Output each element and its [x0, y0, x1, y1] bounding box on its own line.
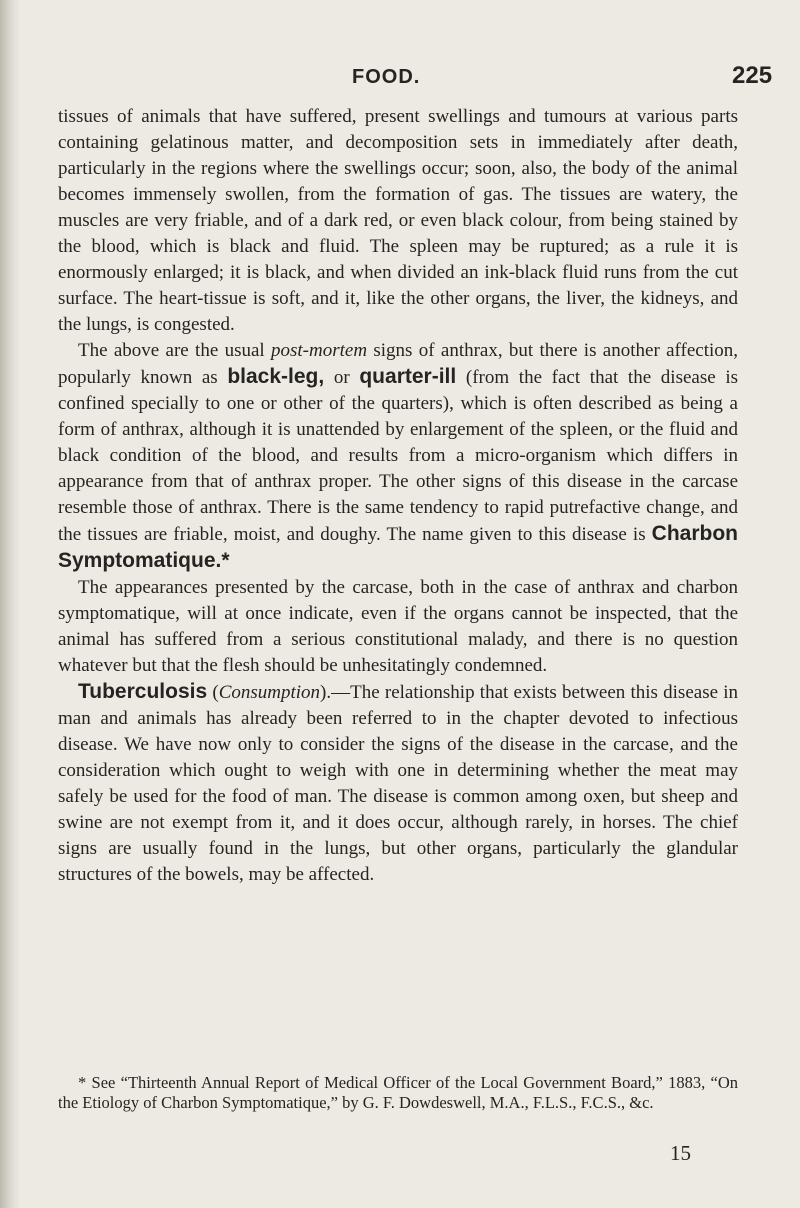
- paragraph-text: or: [324, 367, 360, 388]
- term-charbon-symptomatique: Charbon Symptomatique.: [58, 522, 738, 572]
- paragraph-black-leg: [58, 338, 738, 575]
- paragraph-tuberculosis: [58, 679, 738, 888]
- running-head: FOOD.: [352, 66, 421, 88]
- term-quarter-ill: quarter-ill: [359, 365, 457, 388]
- paragraph-text: (: [207, 682, 219, 703]
- term-tuberculosis: Tuberculosis: [78, 680, 208, 703]
- body-text: [58, 104, 738, 888]
- paragraph-anthrax-signs: [58, 104, 738, 338]
- italic-term: Consumption: [218, 682, 321, 703]
- footnote: [58, 1073, 738, 1113]
- paragraph-carcase-appearances: [58, 575, 738, 679]
- paragraph-text: ).—The relationship that exists between this disease in man and animals has already been referred to in the chapter devoted to infectious disease. We have now only to consider the signs of the disease in the carcase, and the consideration which ought to weigh with one in determining whether the meat may safely be used for the food of man. The disease is common among oxen, but sheep and swine are not exempt from it, and it does occur, although rarely, in horses. The chief signs are usually found in the lungs, but other organs, particularly the glandular structures of the bowels, may be affected.: [58, 682, 739, 885]
- page-binding-edge: [0, 0, 20, 1208]
- paragraph-text: (from the fact that the disease is confined specially to one or other of the quarters), which is often described as being a form of anthrax, although it is unattended by enlargement of the spleen, or the fluid and black condition of the blood, and results from a micro-organism which differs in appearance from that of anthrax proper. The other signs of this disease in the carcase resemble those of anthrax. There is the same tendency to rapid putrefactive change, and the tissues are friable, moist, and doughy. The name given to this disease is: [58, 367, 738, 545]
- italic-term: post-mortem: [271, 340, 368, 361]
- paragraph-text: signs of anthrax, but there is another affection, popularly known as: [58, 340, 739, 388]
- page-header: [0, 58, 800, 98]
- footnote-marker: *: [221, 549, 230, 572]
- term-black-leg: black-leg,: [227, 365, 325, 388]
- footnote-text: * See “Thirteenth Annual Report of Medical Officer of the Local Government Board,” 1883, “On the Etiology of Charbon Symptomatique,” by G. F. Dowdeswell, M.A., F.L.S., F.C.S., &c.: [58, 1073, 738, 1112]
- paragraph-text: The above are the usual: [78, 340, 271, 361]
- paragraph-text: tissues of animals that have suffered, present swellings and tumours at various parts containing gelatinous matter, and decomposition sets in immediately after death, particularly in the regions where the swellings occur; soon, also, the body of the animal becomes immensely swollen, from the formation of gas. The tissues are watery, the muscles are very friable, and of a dark red, or even black colour, from being stained by the blood, which is black and fluid. The spleen may be ruptured; as a rule it is enormously enlarged; it is black, and when divided an ink-black fluid runs from the cut surface. The heart-tissue is soft, and it, like the other organs, the liver, the kidneys, and the lungs, is congested.: [58, 106, 738, 335]
- signature-mark: 15: [670, 1141, 691, 1165]
- page-number: 225: [732, 62, 773, 89]
- paragraph-text: The appearances presented by the carcase, both in the case of anthrax and charbon symptomatique, will at once indicate, even if the organs cannot be inspected, that the animal has suffered from a serious constitutional malady, and there is no question whatever but that the flesh should be unhesitatingly condemned.: [58, 577, 738, 676]
